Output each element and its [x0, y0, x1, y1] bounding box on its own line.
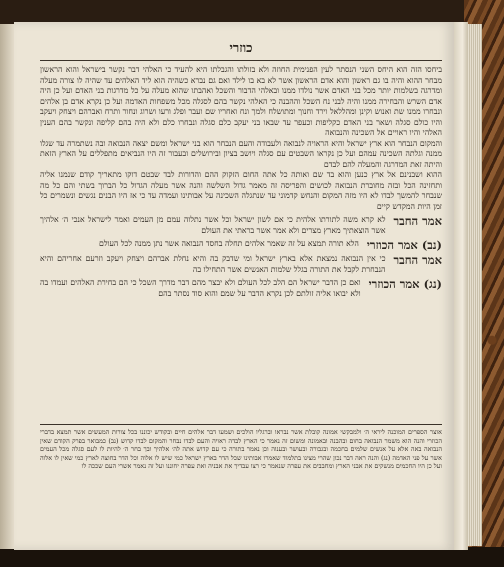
speaker-text: הלא תורה תמצא על זה שאמר אלהים תחלה בחסד הנבואה אשר נתן ממנה לכל העולם: [99, 239, 359, 248]
main-text: [40, 65, 442, 423]
background: [0, 547, 504, 567]
speaker-text: ואם כן הדבר ישראל הם הלב לכל העולם ולא יבצר מהם דבר מדרך השכל כי הם בחירת האלהים ועמדו בה ולא יבואו אליה זולתם לכן נקרא הדבר על שמם והוא סוד נסתר בהם: [40, 278, 361, 298]
speaker-label: אמר החבר: [393, 214, 442, 228]
speaker-label: אמר החבר: [393, 253, 442, 267]
dialogue-entry: [40, 278, 442, 299]
footnote-text: אוצר הספרים המוכנה ליראי ה׳ ולמבקשי אמונה קובלת אשר נבראו וברגליו הולכים ושמעו דבר אלהים חיים ובקודש יכוננו בכל צורות המעשים אשר תמצא בדברי הכוזרי והנה הוא משמר הנבואה בחום ובהבנה ובאמונה ומשום זה נאמר כי הארץ לבדה ראויה והעם לבדו נבחר והמקום לבדו קדוש (נב) כמבואר בפרק הקודם שאין הנבואה באה אלא על אנשים שלמים בחכמה ובגבורה ובעושר ובענוה וכן נאמר בתורה כי עם קדוש אתה לה׳ אלהיך ובך בחר ה׳ להיות לו לעם סגלה מכל העמים אשר על פני האדמה (נג) והנה ראה דבר נכון שהרי מצינו בתלמוד שאמרו אבותינו שכל הדר בארץ ישראל כמי שיש לו אלוה וכל הדר בחוצה לארץ כמי שאין לו אלוה ועל כן היו החכמים מנשקים את אבני הארץ ומחבבים את עפרה שנאמר כי רצו עבדיך את אבניה ואת עפרה יחוננו ועל זה נאמר אשרי העם שככה לו: [40, 428, 442, 471]
dialogue-entry: [40, 239, 442, 251]
dialogue-entry: [40, 215, 442, 236]
speaker-label: [369, 278, 442, 290]
speaker-text: כי אין הנבואה נמצאת אלא בארץ ישראל ומי שדבק בה והיא נחלת אברהם ויצחק ויעקב וזרעם אחריהם והיא הנבחרת לקבל את התורה בגלל שלמות האנשים אשר התחילו בה: [40, 254, 386, 274]
paragraph: והמקום הנבחר הוא ארץ ישראל והיא הראויה לנבואה ולעבודה והעם הנבחר הוא בני ישראל ומשם יצאה הנבואה ובה נשתמרה עד שגלו ממנה וגלתה השכינה עמהם ועל כן נקראו השבטים עם סגלה ויושב בציון ובירושלים ובעבור זה היו הנביאים מתפללים על הארץ הזאת והיתה זאת המדרגה והמעלה להם לבדם: [40, 138, 442, 169]
paragraph: ההוא ושבנינם אל ארץ כנען והוא בד שם ואותה כל אתה החום הזקוק ההם והדורות לבד שבטם דוקו מתאריך קודם שנמנו אליה ותחזינה הכל ובזה מחוברת הנבואה לכושים והפריסה זה מאמר גדול השלשה והנה אשר מעלה הגדול כל הברוך בשתי והם כל מה שנבחר להמשך לבדו לא היו מזה המקום והנחש קדמוני עד שנתגלה השכינה על אבותינו ועמדה עד כי אז היו הבנים נגשים ונשמרים כל זמן היות המקדש קיים: [40, 170, 442, 211]
notes-rule: [40, 424, 442, 425]
section-number: (נג): [423, 277, 442, 291]
page-stack: [468, 24, 482, 546]
speaker-text: לא קרא משה לתורתו אלהית כי אם לשון ישראל וכל אשר נתלוה עמם מן העמים ואמר לישראל אנכי ה׳ אלהיך אשר הוצאתיך מארץ מצרים ולא אמר אשר בראתי את העולם: [40, 215, 386, 235]
paragraph: ביחסו הזה הוא היחס השני הנסתר לעין הפנימית החוזה ולא בזולתו והגבלתו היא להעיד כי האלהי דבר נקשר בישראל והוא הראשון מבחר ההוא והיה בו גם ראשון והוא אדם הראשון אשר לא בא בו לילד ואם גם נברא כשהיה הוא ליד האלהים עד שהיה לו צורה מעלה ומדרגה בשלמות יותר מכל בני האדם אשר נולדו ממנו ובאלהי הדבור והשכל ואהבתו שהוא מעלה על כל מדרגות בני האדם ועל כן היה אדם השרש והבחירה ממנו והיה לבני נח השכל וההבנה כי האלהי נקשר בהם לסגלה מכל משפחות האדמה ועל כן נקרא אדם בן אלהים ונבחרו ממנו שת ואנוש וקינן ומהללאל וירד וחנוך ומתושלח ולמך ונח ואחריו שם ועבר ופלג ורעו ושרוג ונחור ותרח ואברהם ויצחק ויעקב והיו כולם סגלה ושאר בני האדם כקליפות וכעפר עד שבאו בני יעקב כלם סגלה ונבחרו כלם ולא היה בהם קליפה ונקשר בהם הענין האלהי והיו ראויים אל השכינה והנבואה: [40, 65, 442, 137]
page-content: [40, 40, 442, 545]
speaker-name: אמר הכוזרי: [368, 277, 420, 291]
page-gutter: [454, 22, 468, 550]
facing-page-edge: [0, 24, 14, 549]
head-rule: [40, 60, 442, 61]
section-number: (נב): [421, 238, 442, 252]
running-head: כוזרי: [229, 41, 253, 56]
dialogue-entry: [40, 254, 442, 275]
footnotes: [40, 428, 442, 543]
speaker-label: [367, 239, 442, 251]
speaker-name: אמר הכוזרי: [366, 238, 418, 252]
